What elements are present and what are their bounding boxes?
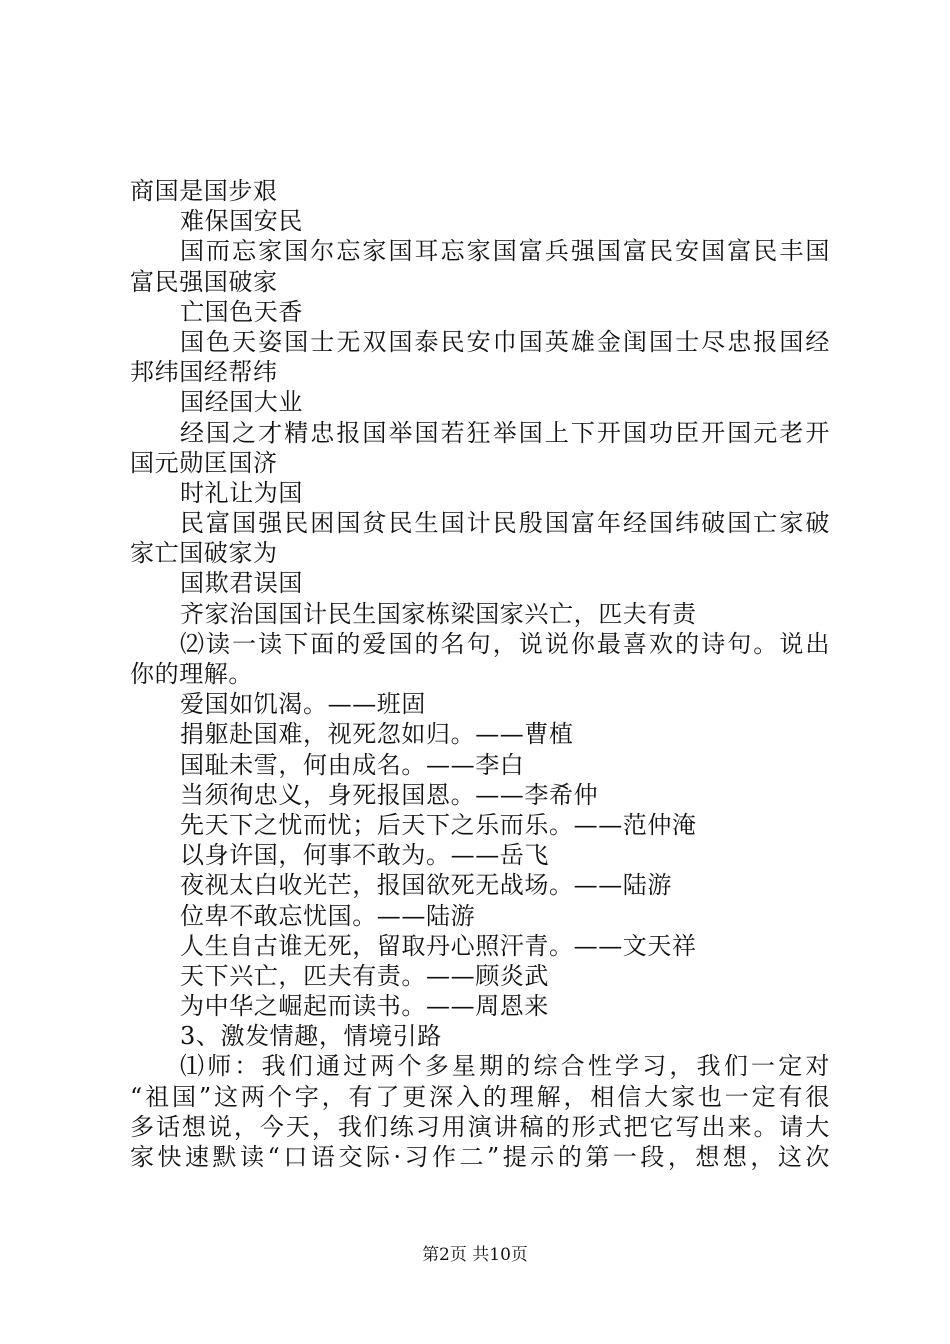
page-footer: 第2页 共10页 <box>422 1245 528 1265</box>
text-line: 国经国大业 <box>180 388 303 417</box>
text-line: 富民强国破家 <box>130 267 278 296</box>
text-line: 天下兴亡，匹夫有责。——顾炎武 <box>180 961 549 990</box>
text-line: 国元勋匡国济 <box>130 448 278 477</box>
text-line: 当须徇忠义，身死报国恩。——李希仲 <box>180 780 599 809</box>
text-line: 位卑不敢忘忧国。——陆游 <box>180 901 476 930</box>
text-line: 国耻未雪，何由成名。——李白 <box>180 750 525 779</box>
text-line: 经国之才精忠报国举国若狂举国上下开国功臣开国元老开 <box>180 418 830 447</box>
text-line: 时礼让为国 <box>180 478 303 507</box>
text-line: ⑵读一读下面的爱国的名句，说说你最喜欢的诗句。说出 <box>180 629 830 658</box>
text-line: 国欺君误国 <box>180 569 303 598</box>
text-line: 你的理解。 <box>130 660 253 688</box>
document-body <box>130 176 830 1172</box>
text-line: 多话想说，今天，我们练习用演讲稿的形式把它写出来。请大 <box>130 1112 830 1141</box>
text-line: 商国是国步艰 <box>130 177 278 205</box>
text-line: 3、激发情趣，情境引路 <box>180 1022 442 1051</box>
text-line: 爱国如饥渴。——班固 <box>180 690 426 719</box>
text-line: ⑴师：我们通过两个多星期的综合性学习，我们一定对 <box>180 1052 830 1081</box>
text-line: 国色天姿国士无双国泰民安巾国英雄金闺国士尽忠报国经 <box>180 327 830 356</box>
text-line: 齐家治国国计民生国家栋梁国家兴亡，匹夫有责 <box>180 599 697 628</box>
text-line: 家快速默读“口语交际·习作二”提示的第一段，想想，这次 <box>130 1143 830 1171</box>
text-line: 人生自古谁无死，留取丹心照汗青。——文天祥 <box>180 931 697 960</box>
text-line: 亡国色天香 <box>180 297 303 326</box>
text-line: 以身许国，何事不敢为。——岳飞 <box>180 841 549 870</box>
text-line: 家亡国破家为 <box>130 539 278 568</box>
text-line: 国而忘家国尔忘家国耳忘家国富兵强国富民安国富民丰国 <box>180 237 830 266</box>
text-line: 捐躯赴国难，视死忽如归。——曹植 <box>180 720 574 749</box>
text-line: 邦纬国经帮纬 <box>130 358 278 387</box>
text-line: 先天下之忧而忧；后天下之乐而乐。——范仲淹 <box>180 810 697 839</box>
text-line: 难保国安民 <box>180 207 303 236</box>
text-line: 为中华之崛起而读书。——周恩来 <box>180 992 549 1021</box>
text-line: 民富国强民困国贫民生国计民殷国富年经国纬破国亡家破 <box>180 509 830 538</box>
text-line: “祖国”这两个字，有了更深入的理解，相信大家也一定有很 <box>130 1082 830 1111</box>
text-line: 夜视太白收光芒，报国欲死无战场。——陆游 <box>180 871 672 900</box>
